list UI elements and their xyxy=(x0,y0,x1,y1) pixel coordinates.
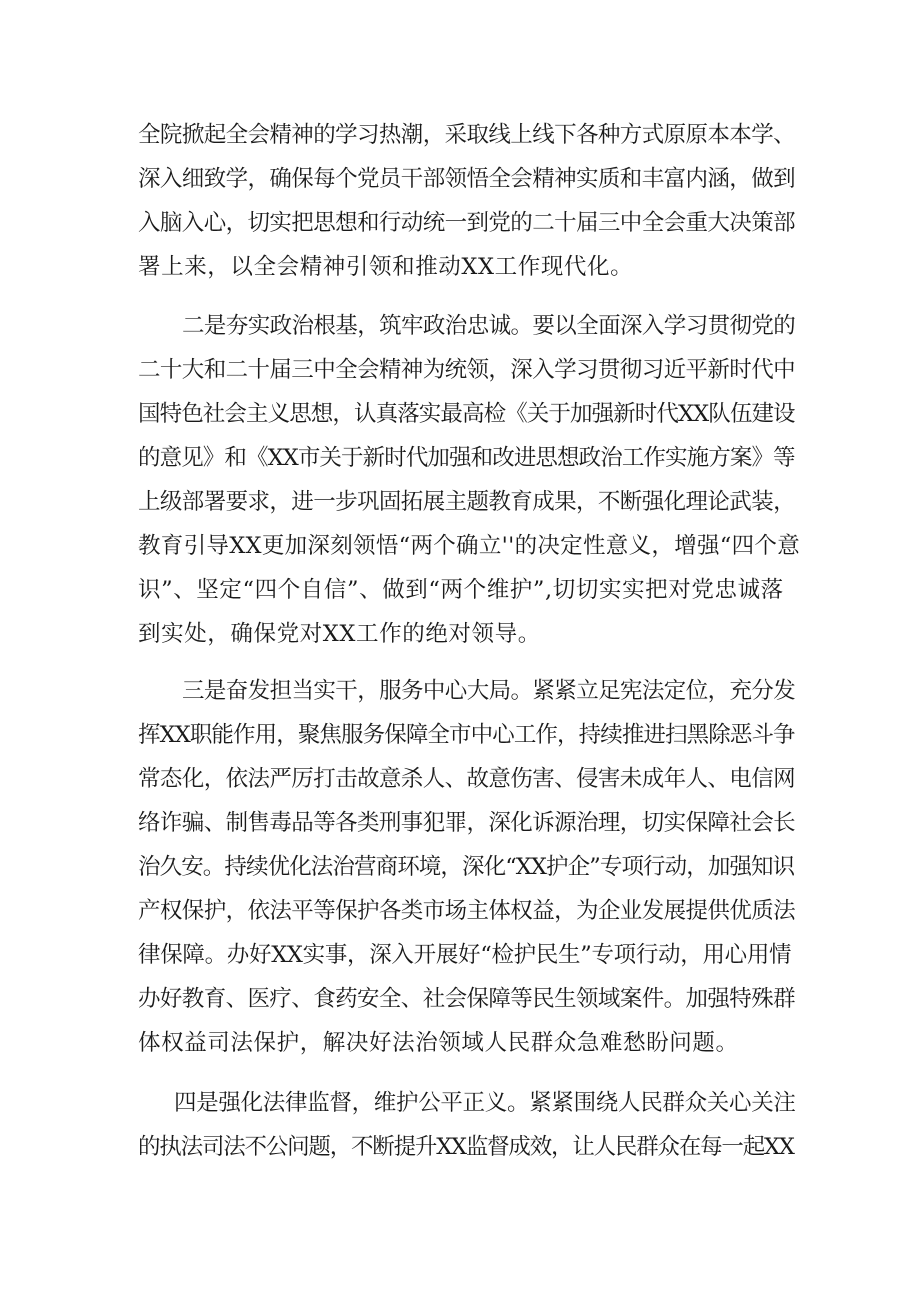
text-line: 络诈骗、制售毒品等各类刑事犯罪，深化诉源治理，切实保障社会长 xyxy=(138,810,796,836)
text-line: 挥XX职能作用，聚焦服务保障全市中心工作，持续推进扫黑除恶斗争 xyxy=(138,722,795,748)
paragraph-2 xyxy=(138,304,801,656)
text-line: 产权保护，依法平等保护各类市场主体权益，为企业发展提供优质法 xyxy=(138,898,796,924)
text-line: 署上来，以全会精神引领和推动XX工作现代化。 xyxy=(138,254,634,280)
text-line: 国特色社会主义思想，认真落实最高检《关于加强新时代XX队伍建设 xyxy=(138,401,795,427)
text-line: 上级部署要求，进一步巩固拓展主题教育成果，不断强化理论武装， xyxy=(138,489,796,515)
text-line: 四是强化法律监督，维护公平正义。紧紧围绕人民群众关心关注 xyxy=(174,1090,796,1116)
text-line: 深入细致学，确保每个党员干部领悟全会精神实质和丰富内涵，做到 xyxy=(138,166,796,192)
text-line: 律保障。办好XX实事，深入开展好“检护民生”专项行动，用心用情 xyxy=(138,942,792,968)
text-line: 的执法司法不公问题，不断提升XX监督成效，让人民群众在每一起XX xyxy=(138,1134,794,1160)
text-line: 教育引导XX更加深刻领悟“两个确立''的决定性意义，增强“四个意 xyxy=(138,533,801,559)
text-line: 入脑入心，切实把思想和行动统一到党的二十届三中全会重大决策部 xyxy=(138,210,796,236)
text-line: 全院掀起全会精神的学习热潮，采取线上线下各种方式原原本本学、 xyxy=(138,122,796,148)
text-line: 二是夯实政治根基，筑牢政治忠诚。要以全面深入学习贯彻党的 xyxy=(182,313,796,339)
text-line: 办好教育、医疗、食药安全、社会保障等民生领域案件。加强特殊群 xyxy=(138,986,796,1012)
paragraph-1 xyxy=(138,113,798,289)
text-line: 三是奋发担当实干，服务中心大局。紧紧立足宪法定位，充分发 xyxy=(182,678,796,704)
text-line: 二十大和二十届三中全会精神为统领，深入学习贯彻习近平新时代中 xyxy=(138,357,796,383)
text-line: 治久安。持续优化法治营商环境，深化“XX护企”专项行动，加强知识 xyxy=(138,854,795,880)
paragraph-4 xyxy=(138,1081,798,1169)
paragraph-3 xyxy=(138,669,798,1065)
text-line: 到实处，确保党对XX工作的绝对领导。 xyxy=(138,621,541,647)
text-line: 识”、坚定“四个自信”、做到“两个维护”,切切实实把对党忠诚落 xyxy=(138,577,784,603)
text-line: 体权益司法保护，解决好法治领域人民群众急难愁盼问题。 xyxy=(138,1030,739,1056)
text-line: 常态化，依法严厉打击故意杀人、故意伤害、侵害未成年人、电信网 xyxy=(138,766,796,792)
text-line: 的意见》和《XX市关于新时代加强和改进思想政治工作实施方案》等 xyxy=(138,445,795,471)
